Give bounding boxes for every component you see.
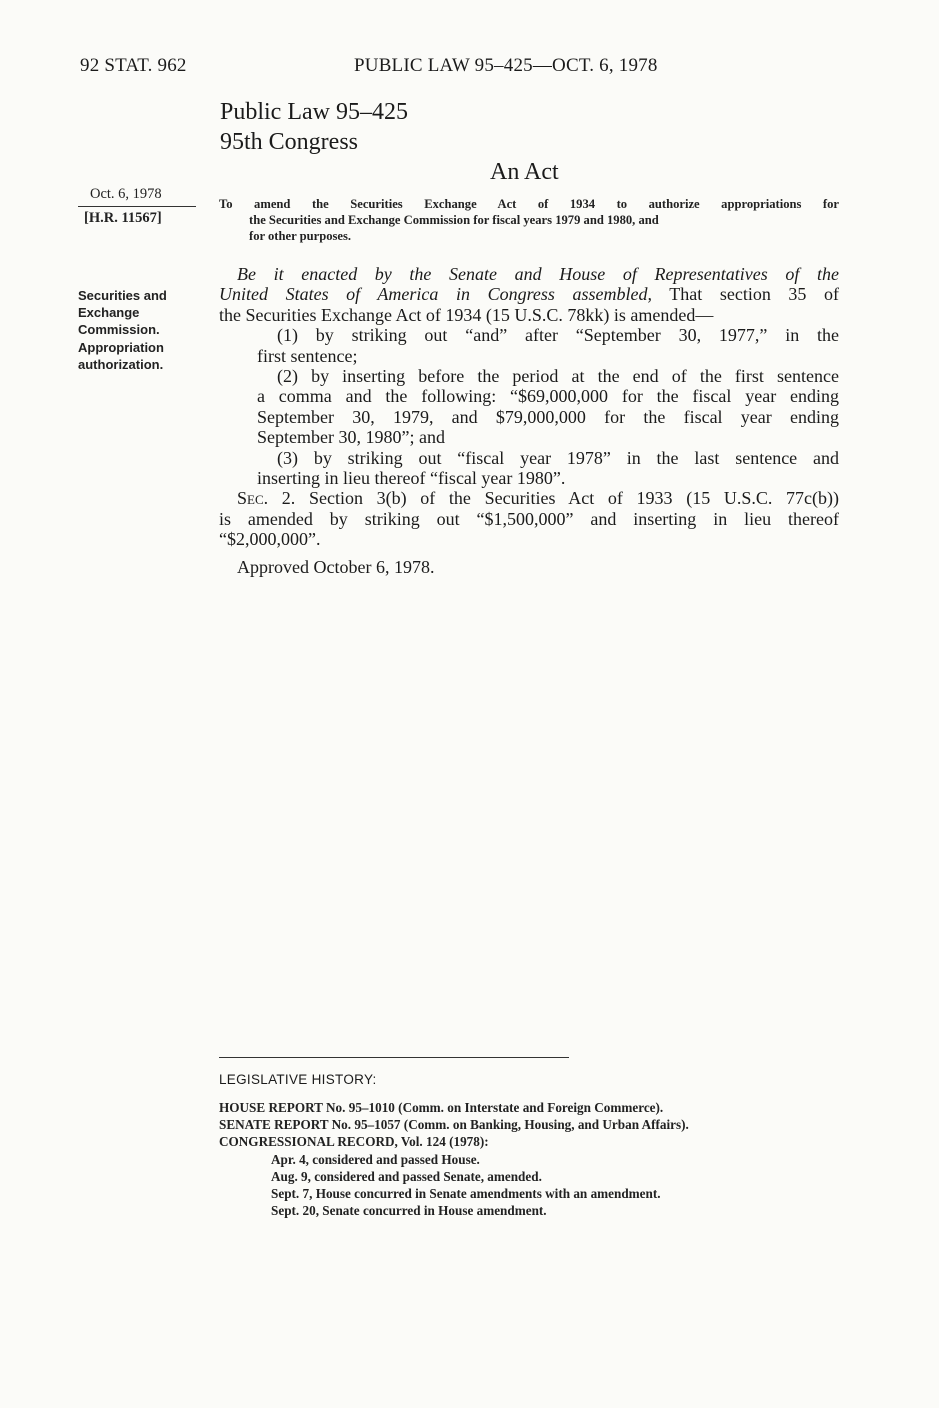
approval-date: Approved October 6, 1978. xyxy=(237,557,435,577)
section-2-label: Sec. 2. xyxy=(237,488,296,509)
amendment-item-1: (1) by striking out “and” after “September 30, 1977,” in the xyxy=(277,325,839,346)
section-2-line: “$2,000,000”. xyxy=(219,529,321,550)
margin-date: Oct. 6, 1978 xyxy=(90,186,162,202)
record-entry: Sept. 7, House concurred in Senate amendments with an amendment. xyxy=(271,1186,661,1202)
section-2-line xyxy=(219,488,839,508)
amendment-item-3-cont: inserting in lieu thereof “fiscal year 1980”. xyxy=(257,468,566,489)
amendment-item-3: (3) by striking out “fiscal year 1978” in the last sentence and xyxy=(277,447,839,468)
amendment-item-2-cont: September 30, 1979, and $79,000,000 for the fiscal year ending xyxy=(257,406,839,427)
margin-note-line: Appropriation xyxy=(78,339,164,355)
an-act-heading: An Act xyxy=(490,159,559,185)
margin-subject-note xyxy=(78,287,198,373)
congress-label: 95th Congress xyxy=(220,129,358,155)
enacting-clause-italic: Be it enacted by the Senate and House of Representatives of the xyxy=(237,264,839,284)
record-entry: Apr. 4, considered and passed House. xyxy=(271,1151,480,1167)
margin-bill-number: [H.R. 11567] xyxy=(84,210,162,226)
enacting-clause-text: That section 35 of xyxy=(652,284,839,305)
act-purpose xyxy=(219,196,839,244)
public-law-title: Public Law 95–425 xyxy=(220,99,408,125)
section-2-text: Section 3(b) of the Securities Act of 1933 (15 U.S.C. 77c(b)) xyxy=(295,488,840,509)
section-2-line: is amended by striking out “$1,500,000” and inserting in lieu thereof xyxy=(219,508,839,529)
purpose-line: the Securities and Exchange Commission for fiscal years 1979 and 1980, and xyxy=(249,213,659,227)
history-line: SENATE REPORT No. 95–1057 (Comm. on Banking, Housing, and Urban Affairs). xyxy=(219,1117,689,1133)
purpose-line: for other purposes. xyxy=(249,229,352,243)
history-rule xyxy=(219,1057,569,1058)
amendment-item-2-cont: September 30, 1980”; and xyxy=(257,427,445,448)
margin-note-line: Securities and xyxy=(78,288,167,303)
margin-rule xyxy=(78,206,196,207)
amendment-item-1-cont: first sentence; xyxy=(257,345,358,366)
margin-note-line: Commission. xyxy=(78,322,160,338)
history-line: HOUSE REPORT No. 95–1010 (Comm. on Interstate and Foreign Commerce). xyxy=(219,1100,664,1115)
history-line: CONGRESSIONAL RECORD, Vol. 124 (1978): xyxy=(219,1134,489,1150)
purpose-line: To amend the Securities Exchange Act of 1934 to authorize appropriations for xyxy=(219,197,839,211)
enacting-clause-italic: United States of America in Congress assembled, xyxy=(219,284,652,305)
margin-note-line: Exchange xyxy=(78,305,140,321)
enacting-clause-line: the Securities Exchange Act of 1934 (15 U.S.C. 78kk) is amended— xyxy=(219,304,714,325)
stat-page-number: 92 STAT. 962 xyxy=(80,55,187,76)
enacting-clause-line xyxy=(219,264,839,284)
margin-note-line: authorization. xyxy=(78,356,164,372)
enacting-clause-line xyxy=(219,284,839,304)
amendment-item-2-cont: a comma and the following: “$69,000,000 for the fiscal year ending xyxy=(257,386,839,407)
enacting-text xyxy=(219,264,839,550)
legislative-history xyxy=(219,1099,839,1219)
legislative-history-heading: LEGISLATIVE HISTORY: xyxy=(219,1072,377,1087)
record-entry: Aug. 9, considered and passed Senate, amended. xyxy=(271,1168,542,1184)
running-head: PUBLIC LAW 95–425—OCT. 6, 1978 xyxy=(354,55,658,76)
amendment-item-2: (2) by inserting before the period at the end of the first sentence xyxy=(277,366,839,387)
record-entry: Sept. 20, Senate concurred in House amendment. xyxy=(271,1203,547,1219)
